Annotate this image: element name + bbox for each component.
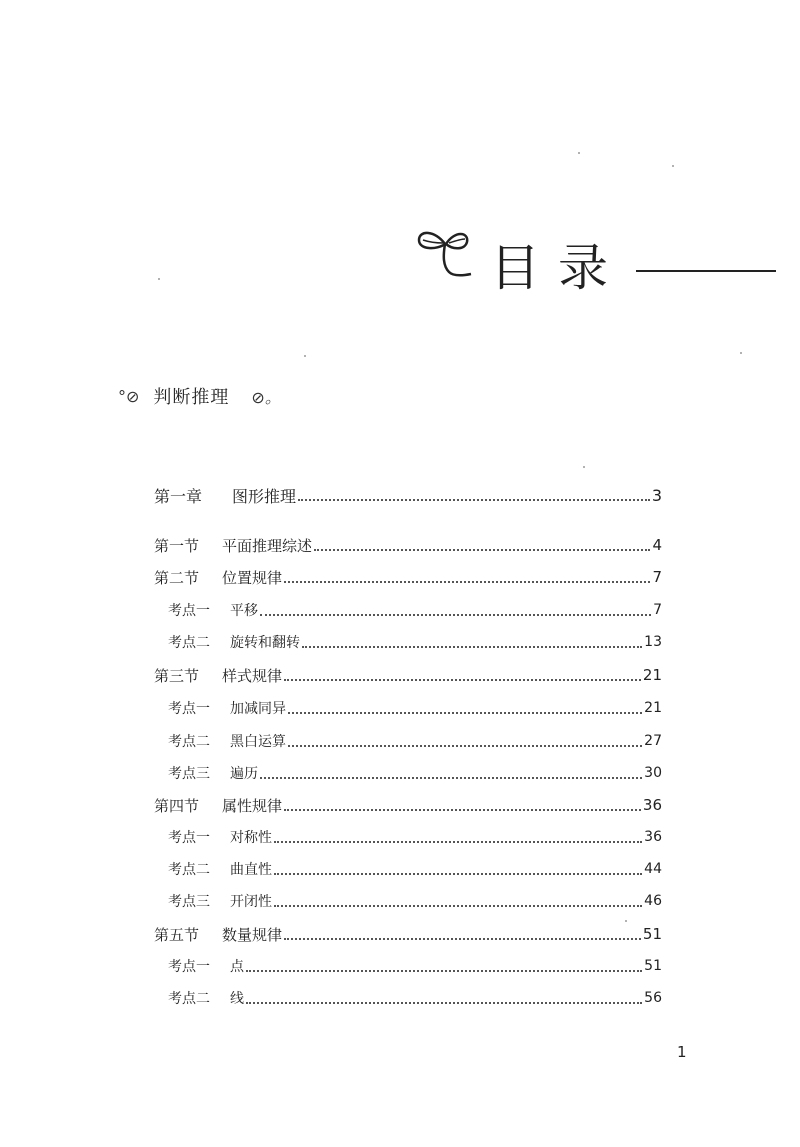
- title-rule: [636, 270, 776, 272]
- toc-entry-title: 图形推理: [232, 486, 297, 506]
- toc-entry-title: 加减同异: [230, 701, 286, 717]
- toc-point-row[interactable]: [168, 630, 662, 654]
- toc-point-row[interactable]: [168, 598, 662, 622]
- toc-section-row[interactable]: [154, 533, 662, 557]
- toc-entry-title: 黑白运算: [230, 734, 286, 750]
- toc-entry-page: 56: [644, 990, 662, 1006]
- toc-entry-title: 对称性: [230, 830, 272, 846]
- toc-entry-page: 36: [644, 829, 662, 845]
- toc-leader-dots: [302, 644, 642, 648]
- toc-entry-label: 第五节: [154, 925, 200, 944]
- toc-entry-page: 51: [642, 925, 662, 943]
- toc-entry-label: 考点二: [168, 862, 210, 878]
- toc-entry-label: 考点一: [168, 603, 210, 619]
- toc-leader-dots: [246, 1000, 642, 1004]
- toc-entry-label: 考点一: [168, 830, 210, 846]
- toc-entry-label: 第一章: [154, 486, 203, 506]
- scan-speck: [672, 165, 674, 167]
- toc-point-row[interactable]: [168, 954, 662, 978]
- toc-point-row[interactable]: [168, 761, 662, 785]
- toc-leader-dots: [284, 677, 641, 681]
- toc-entry-page: 3: [651, 485, 662, 505]
- toc-entry-title: 曲直性: [230, 862, 272, 878]
- toc-leader-dots: [288, 710, 642, 714]
- toc-point-row[interactable]: [168, 857, 662, 881]
- toc-leader-dots: [260, 612, 651, 616]
- toc-entry-label: 考点一: [168, 959, 210, 975]
- toc-entry-label: 考点一: [168, 701, 210, 717]
- toc-section-row[interactable]: [154, 663, 662, 687]
- toc-point-row[interactable]: [168, 889, 662, 913]
- toc-entry-label: 第一节: [154, 536, 200, 555]
- toc-leader-dots: [274, 871, 642, 875]
- toc-entry-label: 第四节: [154, 796, 200, 815]
- toc-entry-label: 考点二: [168, 734, 210, 750]
- toc-point-row[interactable]: [168, 696, 662, 720]
- scan-speck: [583, 466, 585, 468]
- toc-entry-label: 考点二: [168, 991, 210, 1007]
- toc-entry-label: 第二节: [154, 568, 200, 587]
- toc-point-row[interactable]: [168, 729, 662, 753]
- toc-leader-dots: [274, 839, 642, 843]
- toc-section-row[interactable]: [154, 793, 662, 817]
- section-heading: [118, 381, 281, 411]
- toc-entry-page: 4: [652, 536, 662, 554]
- toc-entry-label: 考点三: [168, 766, 210, 782]
- toc-section-row[interactable]: [154, 565, 662, 589]
- toc-entry-page: 44: [644, 861, 662, 877]
- toc-entry-title: 位置规律: [222, 568, 283, 587]
- toc-entry-page: 21: [644, 700, 662, 716]
- toc-leader-dots: [284, 807, 641, 811]
- toc-leader-dots: [298, 497, 650, 501]
- toc-entry-page: 7: [653, 602, 662, 618]
- decoration-left-icon: °⊘: [118, 386, 140, 406]
- toc-entry-page: 21: [642, 666, 662, 684]
- scan-speck: [625, 920, 627, 922]
- page-title: 目录: [490, 239, 626, 297]
- scan-speck: [578, 152, 580, 154]
- toc-leader-dots: [288, 743, 642, 747]
- toc-leader-dots: [246, 968, 642, 972]
- toc-entry-page: 51: [644, 958, 662, 974]
- toc-point-row[interactable]: [168, 986, 662, 1010]
- toc-entry-title: 平移: [230, 603, 258, 619]
- toc-leader-dots: [314, 547, 650, 551]
- toc-entry-page: 13: [644, 634, 662, 650]
- section-name: 判断推理: [153, 387, 230, 408]
- toc-leader-dots: [260, 775, 642, 779]
- toc-entry-page: 46: [644, 893, 662, 909]
- toc-entry-page: 7: [652, 568, 662, 586]
- toc-entry-title: 旋转和翻转: [230, 635, 300, 651]
- toc-entry-title: 遍历: [230, 766, 258, 782]
- toc-leader-dots: [274, 903, 642, 907]
- toc-entry-label: 考点二: [168, 635, 210, 651]
- toc-chapter-row[interactable]: [154, 483, 662, 507]
- decoration-right-icon: ⊘。: [251, 387, 281, 407]
- toc-entry-title: 平面推理综述: [222, 536, 313, 555]
- toc-entry-page: 27: [644, 733, 662, 749]
- toc-entry-title: 样式规律: [222, 666, 283, 685]
- toc-leader-dots: [284, 579, 650, 583]
- toc-entry-title: 点: [230, 959, 244, 975]
- scan-speck: [304, 355, 306, 357]
- toc-entry-title: 属性规律: [222, 796, 283, 815]
- toc-entry-label: 第三节: [154, 666, 200, 685]
- toc-entry-title: 线: [230, 991, 244, 1007]
- toc-entry-label: 考点三: [168, 894, 210, 910]
- toc-leader-dots: [284, 936, 641, 940]
- toc-point-row[interactable]: [168, 825, 662, 849]
- toc-entry-title: 开闭性: [230, 894, 272, 910]
- toc-section-row[interactable]: [154, 922, 662, 946]
- toc-entry-page: 30: [644, 765, 662, 781]
- scan-speck: [158, 278, 160, 280]
- page-number: 1: [677, 1043, 687, 1061]
- toc-entry-title: 数量规律: [222, 925, 283, 944]
- scan-speck: [740, 352, 742, 354]
- sprout-icon: [413, 222, 483, 282]
- toc-entry-page: 36: [642, 796, 662, 814]
